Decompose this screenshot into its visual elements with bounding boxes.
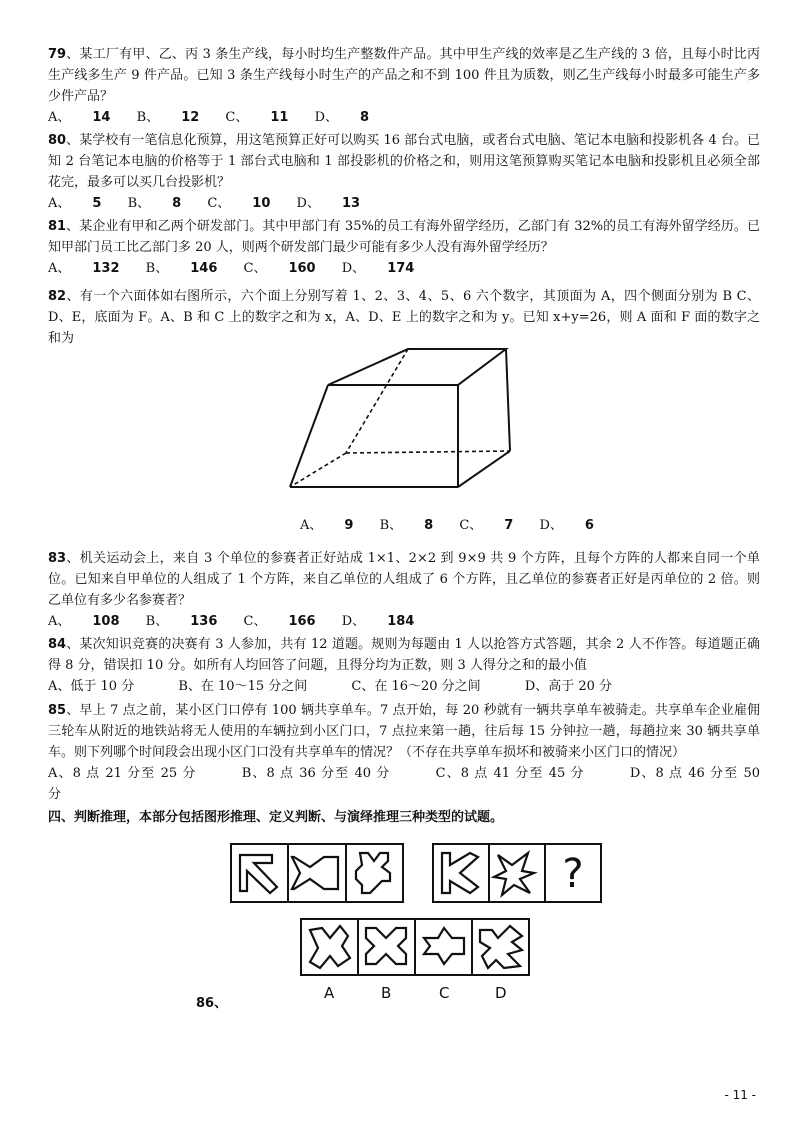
option-b[interactable]: B、在 10～15 分之间 <box>178 679 308 694</box>
question-number: 79 <box>48 47 67 62</box>
option-a[interactable]: A、 108 <box>48 614 120 629</box>
options <box>48 107 760 128</box>
option-c[interactable]: C、 166 <box>243 614 316 629</box>
question-83-text <box>48 548 760 611</box>
question-82-options <box>300 515 700 536</box>
question-79 <box>48 44 760 128</box>
page-number: - 11 - <box>724 1088 756 1102</box>
question-83 <box>48 548 760 632</box>
option-c[interactable]: C、在 16～20 分之间 <box>351 679 481 694</box>
question-number: 82 <box>48 289 67 304</box>
options <box>300 515 700 536</box>
question-81 <box>48 216 760 279</box>
question-84 <box>48 634 760 697</box>
option-a[interactable]: A、 14 <box>48 110 111 125</box>
figure-1-3 <box>356 853 390 893</box>
question-number: 80 <box>48 133 67 148</box>
figure-1-2 <box>292 857 338 889</box>
figure-2-1 <box>442 853 478 893</box>
choice-d-label[interactable]: D <box>495 984 507 1002</box>
option-a[interactable]: A、 9 <box>300 518 354 533</box>
choice-a-label[interactable]: A <box>324 984 335 1002</box>
option-d[interactable]: D、高于 20 分 <box>524 679 613 694</box>
question-81-text <box>48 216 760 258</box>
option-d[interactable]: D、 6 <box>539 518 594 533</box>
sequence-group-2 <box>432 843 602 903</box>
choice-d-figure[interactable] <box>480 926 522 968</box>
option-c[interactable]: C、 160 <box>243 261 316 276</box>
question-body: 、有一个六面体如右图所示，六个面上分别写着 1、2、3、4、5、6 六个数字，其顶面为 A，四个侧面分别为 B C、D、E，底面为 F。A、B 和 C 上的数字之和为 x，A、D、E 上的数字之和为 y。已知 x+y=26，则 A 面和 F 面的数字之和为 <box>48 289 760 346</box>
question-84-text <box>48 634 760 676</box>
answer-choices-group <box>300 918 530 976</box>
option-d[interactable]: D、8 点 46 分至 50 分 <box>48 766 760 802</box>
top-face-edge <box>328 349 506 385</box>
question-82 <box>48 286 760 349</box>
question-body: 、机关运动会上，来自 3 个单位的参赛者正好站成 1×1、2×2 到 9×9 共 9 个方阵，且每个方阵的人都来自同一个单位。已知来自甲单位的人组成了 1 个方阵，来自乙单位的人组成了 6 个方阵，且乙单位的参赛者正好是丙单位的 2 倍。则乙单位有多少名参赛者？ <box>48 551 760 608</box>
option-b[interactable]: B、 8 <box>379 518 434 533</box>
question-body: 、某学校有一笔信息化预算，用这笔预算正好可以购买 16 部台式电脑，或者台式电脑、笔记本电脑和投影机各 4 台。已知 2 台笔记本电脑的价格等于 1 部台式电脑和 1 部投影机的价格之和，则用这笔预算购买笔记本电脑和投影机且必须全部花完，最多可以买几台投影机？ <box>48 133 760 190</box>
choice-b-figure[interactable] <box>366 928 406 964</box>
option-d[interactable]: D、 8 <box>314 110 370 125</box>
question-85-text <box>48 700 760 763</box>
question-85 <box>48 700 760 805</box>
question-body: 、某次知识竞赛的决赛有 3 人参加，共有 12 道题。规则为每题由 1 人以抢答方式答题，其余 2 人不作答。每道题正确得 8 分，错误扣 10 分。如所有人均回答了问题，且得分均为正数，则 3 人得分之和的最小值 <box>48 637 760 673</box>
choice-c-figure[interactable] <box>424 928 464 964</box>
option-a[interactable]: A、8 点 21 分至 25 分 <box>48 766 197 781</box>
choice-a-figure[interactable] <box>310 926 350 968</box>
option-d[interactable]: D、 13 <box>296 196 361 211</box>
question-79-text <box>48 44 760 107</box>
question-body: 、早上 7 点之前，某小区门口停有 100 辆共享单车。7 点开始，每 20 秒就有一辆共享单车被骑走。共享单车企业雇佣三轮车从附近的地铁站将无人使用的车辆拉到小区门口，7 点拉来第一趟，往后每 15 分钟拉一趟，每趟拉来 30 辆共享单车。则下列哪个时间段会出现小区门口没有共享单车的情况？（不存在共享单车损坏和被骑来小区门口的情况） <box>48 703 760 760</box>
question-number: 83 <box>48 551 67 566</box>
option-b[interactable]: B、8 点 36 分至 40 分 <box>241 766 391 781</box>
hexahedron-figure <box>280 345 520 500</box>
option-d[interactable]: D、 174 <box>341 261 415 276</box>
option-b[interactable]: B、 136 <box>145 614 218 629</box>
option-c[interactable]: C、 10 <box>207 196 271 211</box>
option-a[interactable]: A、低于 10 分 <box>48 679 135 694</box>
question-80-text <box>48 130 760 193</box>
option-b[interactable]: B、 12 <box>136 110 200 125</box>
question-86-number: 86、 <box>196 996 228 1011</box>
question-number: 84 <box>48 637 67 652</box>
option-c[interactable]: C、 7 <box>459 518 514 533</box>
section-heading: 四、判断推理，本部分包括图形推理、定义判断、与演绎推理三种类型的试题。 <box>48 810 504 825</box>
option-c[interactable]: C、 11 <box>225 110 289 125</box>
option-d[interactable]: D、 184 <box>341 614 415 629</box>
question-body: 、某企业有甲和乙两个研发部门。其中甲部门有 35%的员工有海外留学经历，乙部门有 32%的员工有海外留学经历。已知甲部门员工比乙部门多 20 人，则两个研发部门最少可能有多少人没有海外留学经历？ <box>48 219 760 255</box>
option-a[interactable]: A、 132 <box>48 261 120 276</box>
question-80 <box>48 130 760 214</box>
figure-2-2 <box>494 853 534 895</box>
option-a[interactable]: A、 5 <box>48 196 102 211</box>
option-c[interactable]: C、8 点 41 分至 45 分 <box>435 766 585 781</box>
choice-b-label[interactable]: B <box>381 984 392 1002</box>
options <box>48 611 760 632</box>
question-82-text <box>48 286 760 349</box>
question-body: 、某工厂有甲、乙、丙 3 条生产线，每小时均生产整数件产品。其中甲生产线的效率是乙生产线的 3 倍，且每小时比丙生产线多生产 9 件产品。已知 3 条生产线每小时生产的产品之和不到 100 件且为质数，则乙生产线每小时最多可能生产多少件产品？ <box>48 47 760 104</box>
question-mark: ? <box>562 851 584 897</box>
options <box>48 193 760 214</box>
question-number: 85 <box>48 703 67 718</box>
options <box>48 676 760 697</box>
options <box>48 258 760 279</box>
sequence-group-1 <box>230 843 404 903</box>
question-number: 81 <box>48 219 67 234</box>
figure-1-1 <box>240 855 277 893</box>
option-b[interactable]: B、 8 <box>127 196 182 211</box>
choice-c-label[interactable]: C <box>439 984 450 1002</box>
options <box>48 763 760 805</box>
option-b[interactable]: B、 146 <box>145 261 218 276</box>
